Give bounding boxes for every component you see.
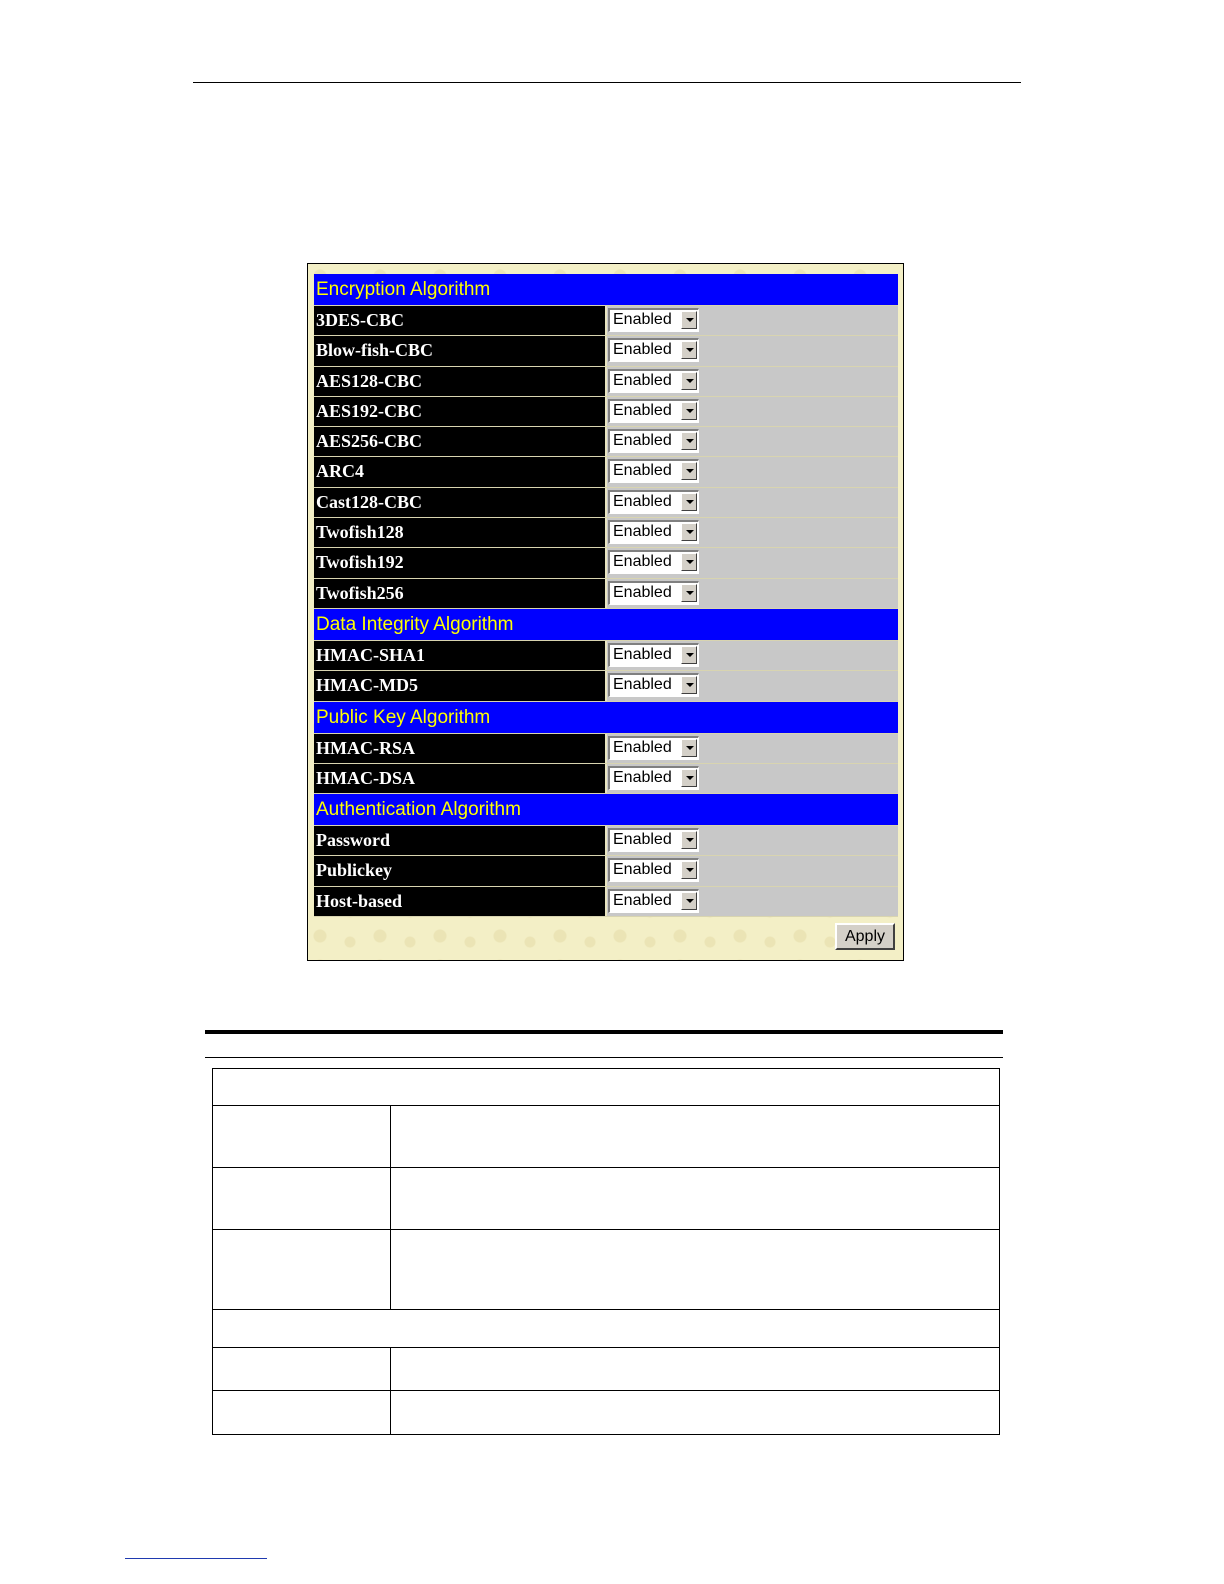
table-cell	[391, 1168, 1000, 1230]
algorithm-row	[314, 826, 898, 856]
chevron-down-icon[interactable]	[681, 523, 697, 541]
chevron-down-icon[interactable]	[681, 739, 697, 757]
algorithm-value-cell	[605, 397, 898, 426]
state-select-value: Enabled	[613, 401, 672, 419]
chevron-down-icon[interactable]	[681, 861, 697, 879]
algorithm-row	[314, 488, 898, 518]
state-select-value: Enabled	[613, 341, 672, 359]
state-select[interactable]	[608, 338, 699, 362]
chevron-down-icon[interactable]	[681, 646, 697, 664]
algorithm-label: Twofish128	[314, 518, 605, 547]
algorithm-label: Host-based	[314, 887, 605, 916]
chevron-down-icon[interactable]	[681, 493, 697, 511]
footer-link-underline	[125, 1558, 267, 1559]
table-cell	[213, 1230, 391, 1310]
algorithm-label: HMAC-DSA	[314, 764, 605, 793]
state-select[interactable]	[608, 643, 699, 667]
table-cell	[391, 1391, 1000, 1435]
state-select-value: Enabled	[613, 371, 672, 389]
header-rule	[193, 82, 1021, 83]
table-header-cell	[213, 1069, 1000, 1106]
state-select-value: Enabled	[613, 738, 672, 756]
parameter-description-table	[212, 1068, 1000, 1435]
algorithm-value-cell	[605, 306, 898, 335]
chevron-down-icon[interactable]	[681, 402, 697, 420]
algorithm-label: 3DES-CBC	[314, 306, 605, 335]
algorithm-value-cell	[605, 427, 898, 456]
algorithm-value-cell	[605, 336, 898, 365]
state-select[interactable]	[608, 369, 699, 393]
table-cell	[391, 1348, 1000, 1391]
chevron-down-icon[interactable]	[681, 831, 697, 849]
state-select[interactable]	[608, 858, 699, 882]
state-select[interactable]	[608, 459, 699, 483]
state-select[interactable]	[608, 550, 699, 574]
algorithm-value-cell	[605, 856, 898, 885]
chevron-down-icon[interactable]	[681, 462, 697, 480]
algorithm-form	[314, 274, 898, 917]
algorithm-row	[314, 548, 898, 578]
algorithm-value-cell	[605, 367, 898, 396]
chevron-down-icon[interactable]	[681, 769, 697, 787]
chevron-down-icon[interactable]	[681, 372, 697, 390]
algorithm-label: AES192-CBC	[314, 397, 605, 426]
state-select-value: Enabled	[613, 523, 672, 541]
algorithm-value-cell	[605, 548, 898, 577]
state-select-value: Enabled	[613, 553, 672, 571]
algorithm-label: ARC4	[314, 457, 605, 486]
algorithm-row	[314, 457, 898, 487]
algorithm-row	[314, 887, 898, 917]
chevron-down-icon[interactable]	[681, 584, 697, 602]
algorithm-label: Twofish256	[314, 579, 605, 608]
algorithm-row	[314, 671, 898, 701]
table-cell	[213, 1391, 391, 1435]
algorithm-label: Blow-fish-CBC	[314, 336, 605, 365]
algorithm-row	[314, 367, 898, 397]
state-select[interactable]	[608, 490, 699, 514]
section-header: Public Key Algorithm	[314, 702, 898, 734]
state-select[interactable]	[608, 889, 699, 913]
table-header-cell	[213, 1310, 1000, 1348]
state-select-value: Enabled	[613, 676, 672, 694]
algorithm-row	[314, 427, 898, 457]
algorithm-label: HMAC-SHA1	[314, 641, 605, 670]
table-cell	[213, 1168, 391, 1230]
algorithm-row	[314, 306, 898, 336]
algorithm-value-cell	[605, 518, 898, 547]
algorithm-label: HMAC-MD5	[314, 671, 605, 700]
state-select[interactable]	[608, 581, 699, 605]
algorithm-label: HMAC-RSA	[314, 734, 605, 763]
state-select[interactable]	[608, 828, 699, 852]
algorithm-row	[314, 397, 898, 427]
state-select-value: Enabled	[613, 768, 672, 786]
state-select[interactable]	[608, 399, 699, 423]
section-header: Data Integrity Algorithm	[314, 609, 898, 641]
state-select-value: Enabled	[613, 583, 672, 601]
section-divider-thin	[205, 1057, 1003, 1058]
chevron-down-icon[interactable]	[681, 892, 697, 910]
algorithm-label: Cast128-CBC	[314, 488, 605, 517]
algorithm-label: AES128-CBC	[314, 367, 605, 396]
algorithm-value-cell	[605, 887, 898, 916]
algorithm-value-cell	[605, 826, 898, 855]
algorithm-label: AES256-CBC	[314, 427, 605, 456]
section-header: Authentication Algorithm	[314, 794, 898, 826]
algorithm-label: Password	[314, 826, 605, 855]
state-select-value: Enabled	[613, 891, 672, 909]
state-select[interactable]	[608, 520, 699, 544]
algorithm-value-cell	[605, 734, 898, 763]
state-select[interactable]	[608, 308, 699, 332]
chevron-down-icon[interactable]	[681, 341, 697, 359]
state-select-value: Enabled	[613, 462, 672, 480]
chevron-down-icon[interactable]	[681, 432, 697, 450]
state-select[interactable]	[608, 673, 699, 697]
table-cell	[391, 1230, 1000, 1310]
state-select[interactable]	[608, 766, 699, 790]
state-select[interactable]	[608, 429, 699, 453]
table-cell	[391, 1106, 1000, 1168]
section-header: Encryption Algorithm	[314, 274, 898, 306]
chevron-down-icon[interactable]	[681, 553, 697, 571]
ssh-algorithm-screenshot	[307, 263, 904, 961]
algorithm-row	[314, 641, 898, 671]
table-cell	[213, 1348, 391, 1391]
state-select-value: Enabled	[613, 432, 672, 450]
algorithm-value-cell	[605, 457, 898, 486]
algorithm-row	[314, 579, 898, 609]
algorithm-row	[314, 518, 898, 548]
algorithm-value-cell	[605, 764, 898, 793]
chevron-down-icon[interactable]	[681, 311, 697, 329]
section-divider-thick	[205, 1030, 1003, 1034]
algorithm-row	[314, 764, 898, 794]
state-select-value: Enabled	[613, 861, 672, 879]
algorithm-row	[314, 856, 898, 886]
apply-button[interactable]: Apply	[835, 923, 895, 950]
chevron-down-icon[interactable]	[681, 676, 697, 694]
state-select-value: Enabled	[613, 645, 672, 663]
state-select-value: Enabled	[613, 492, 672, 510]
algorithm-label: Twofish192	[314, 548, 605, 577]
state-select-value: Enabled	[613, 311, 672, 328]
algorithm-value-cell	[605, 671, 898, 700]
algorithm-value-cell	[605, 579, 898, 608]
state-select-value: Enabled	[613, 831, 672, 849]
algorithm-value-cell	[605, 488, 898, 517]
algorithm-value-cell	[605, 641, 898, 670]
state-select[interactable]	[608, 736, 699, 760]
algorithm-row	[314, 336, 898, 366]
algorithm-row	[314, 734, 898, 764]
table-cell	[213, 1106, 391, 1168]
algorithm-label: Publickey	[314, 856, 605, 885]
